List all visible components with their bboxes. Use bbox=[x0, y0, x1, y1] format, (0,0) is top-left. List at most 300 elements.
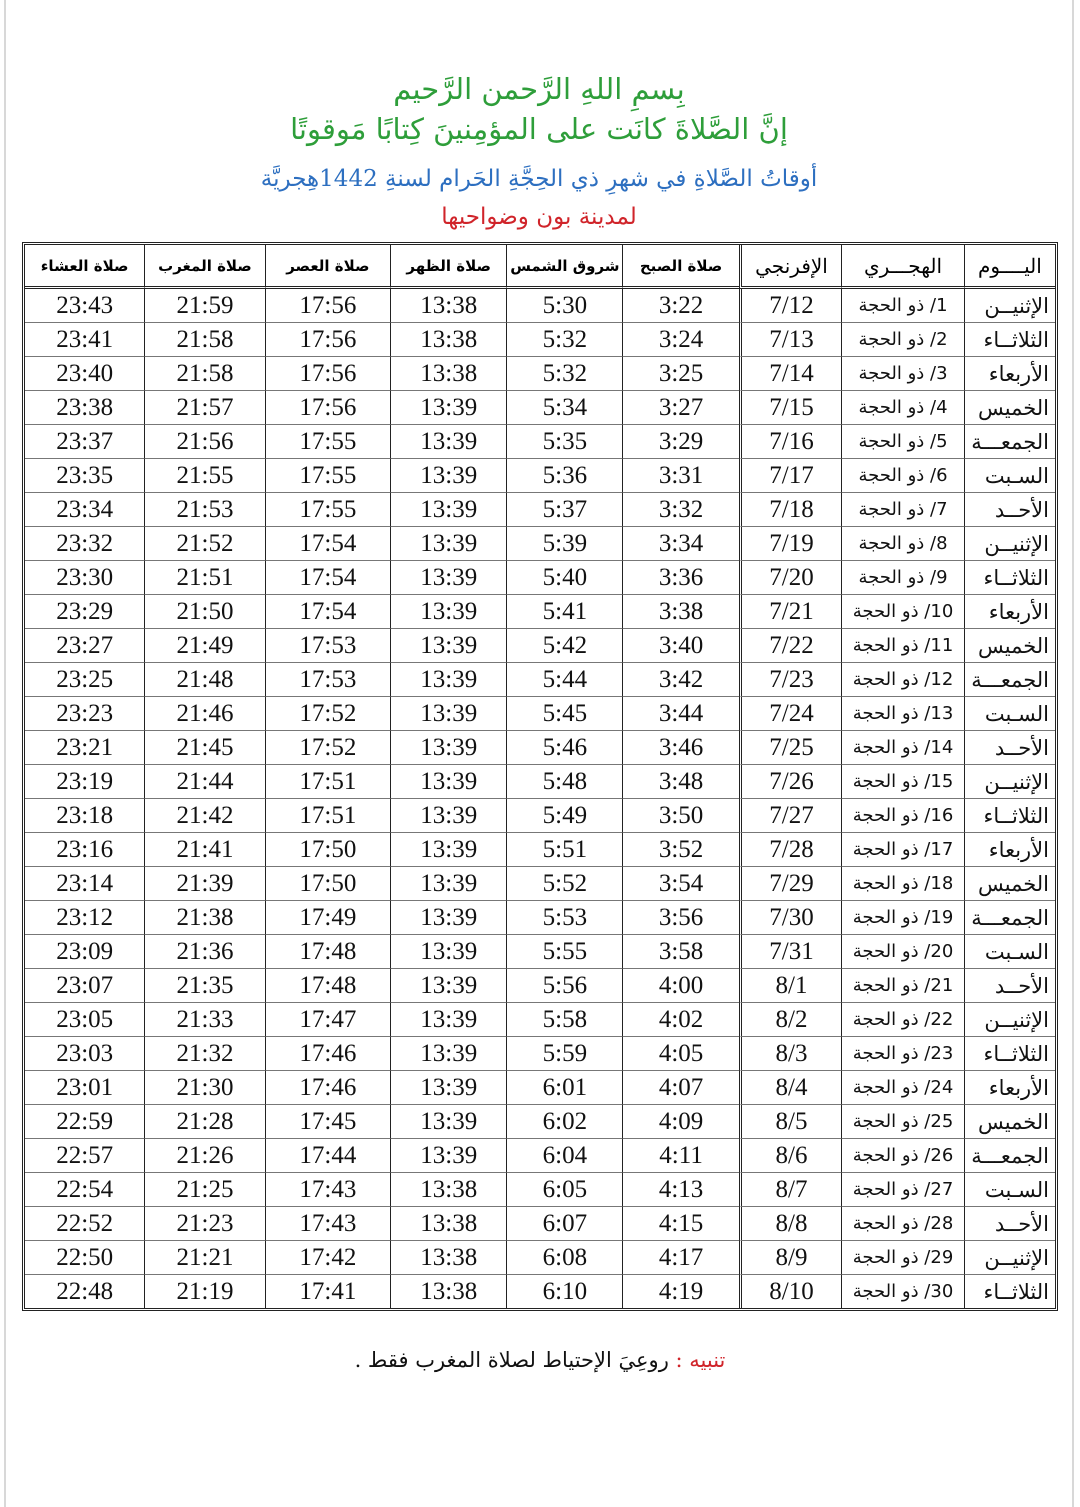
cell-maghrib: 21:26 bbox=[144, 1139, 264, 1173]
cell-gregorian: 7/31 bbox=[739, 935, 842, 969]
cell-isha: 23:37 bbox=[25, 425, 144, 459]
cell-hijri: 27/ ذو الحجة bbox=[841, 1173, 963, 1207]
cell-gregorian: 8/8 bbox=[739, 1207, 842, 1241]
cell-asr: 17:47 bbox=[265, 1003, 391, 1037]
prayer-times-table bbox=[22, 242, 1058, 1311]
cell-fajr: 3:22 bbox=[622, 289, 738, 323]
cell-sunrise: 5:53 bbox=[506, 901, 622, 935]
cell-asr: 17:56 bbox=[265, 391, 391, 425]
cell-sunrise: 5:32 bbox=[506, 323, 622, 357]
cell-dhuhr: 13:39 bbox=[390, 629, 506, 663]
cell-isha: 23:34 bbox=[25, 493, 144, 527]
table-row bbox=[25, 1207, 1055, 1241]
cell-dhuhr: 13:39 bbox=[390, 1105, 506, 1139]
cell-dhuhr: 13:39 bbox=[390, 493, 506, 527]
cell-hijri: 18/ ذو الحجة bbox=[841, 867, 963, 901]
cell-isha: 23:16 bbox=[25, 833, 144, 867]
cell-isha: 23:43 bbox=[25, 289, 144, 323]
cell-dhuhr: 13:38 bbox=[390, 1275, 506, 1308]
cell-gregorian: 7/12 bbox=[739, 289, 842, 323]
cell-gregorian: 7/29 bbox=[739, 867, 842, 901]
cell-maghrib: 21:21 bbox=[144, 1241, 264, 1275]
cell-dhuhr: 13:39 bbox=[390, 391, 506, 425]
cell-sunrise: 5:40 bbox=[506, 561, 622, 595]
cell-fajr: 3:31 bbox=[622, 459, 738, 493]
cell-dhuhr: 13:38 bbox=[390, 1207, 506, 1241]
cell-hijri: 20/ ذو الحجة bbox=[841, 935, 963, 969]
cell-maghrib: 21:52 bbox=[144, 527, 264, 561]
cell-gregorian: 7/21 bbox=[739, 595, 842, 629]
cell-hijri: 12/ ذو الحجة bbox=[841, 663, 963, 697]
cell-maghrib: 21:44 bbox=[144, 765, 264, 799]
cell-dhuhr: 13:38 bbox=[390, 357, 506, 391]
cell-isha: 23:41 bbox=[25, 323, 144, 357]
cell-dhuhr: 13:39 bbox=[390, 595, 506, 629]
cell-day: الإثنيــن bbox=[964, 765, 1055, 799]
header-maghrib: صلاة المغرب bbox=[144, 245, 264, 289]
cell-gregorian: 7/13 bbox=[739, 323, 842, 357]
cell-day: الجمعـــة bbox=[964, 425, 1055, 459]
cell-fajr: 3:32 bbox=[622, 493, 738, 527]
cell-day: الثلاثــاء bbox=[964, 1037, 1055, 1071]
cell-hijri: 14/ ذو الحجة bbox=[841, 731, 963, 765]
cell-isha: 23:12 bbox=[25, 901, 144, 935]
cell-hijri: 6/ ذو الحجة bbox=[841, 459, 963, 493]
cell-gregorian: 7/17 bbox=[739, 459, 842, 493]
cell-gregorian: 7/25 bbox=[739, 731, 842, 765]
cell-gregorian: 7/18 bbox=[739, 493, 842, 527]
verse-heading: إنَّ الصَّلاةَ كانَت على المؤمِنينَ كِتابًا مَوقوتًا bbox=[290, 112, 788, 146]
cell-maghrib: 21:57 bbox=[144, 391, 264, 425]
cell-dhuhr: 13:39 bbox=[390, 1139, 506, 1173]
cell-sunrise: 5:30 bbox=[506, 289, 622, 323]
cell-isha: 22:50 bbox=[25, 1241, 144, 1275]
footnote-label: تنبيه : bbox=[675, 1348, 726, 1372]
cell-fajr: 4:19 bbox=[622, 1275, 738, 1308]
cell-dhuhr: 13:39 bbox=[390, 561, 506, 595]
table-row bbox=[25, 629, 1055, 663]
table-row bbox=[25, 867, 1055, 901]
cell-day: الأحــد bbox=[964, 969, 1055, 1003]
cell-gregorian: 7/28 bbox=[739, 833, 842, 867]
cell-hijri: 3/ ذو الحجة bbox=[841, 357, 963, 391]
cell-day: السـبت bbox=[964, 697, 1055, 731]
header-dhuhr: صلاة الظهر bbox=[390, 245, 506, 289]
page-title: أوقاتُ الصَّلاةِ في شهرِ ذي الحِجَّةِ الحَرام لسنةِ 1442هِجريَّة bbox=[260, 166, 818, 192]
cell-asr: 17:50 bbox=[265, 867, 391, 901]
cell-maghrib: 21:55 bbox=[144, 459, 264, 493]
cell-day: الأربعاء bbox=[964, 357, 1055, 391]
cell-hijri: 10/ ذو الحجة bbox=[841, 595, 963, 629]
cell-asr: 17:48 bbox=[265, 969, 391, 1003]
cell-asr: 17:42 bbox=[265, 1241, 391, 1275]
cell-isha: 22:52 bbox=[25, 1207, 144, 1241]
cell-isha: 22:48 bbox=[56, 1277, 114, 1305]
cell-gregorian: 7/19 bbox=[739, 527, 842, 561]
cell-day: الأحــد bbox=[964, 493, 1055, 527]
table-row bbox=[25, 765, 1055, 799]
table-row bbox=[25, 391, 1055, 425]
cell-asr: 17:56 bbox=[265, 289, 391, 323]
cell-isha: 22:59 bbox=[25, 1105, 144, 1139]
cell-maghrib: 21:50 bbox=[144, 595, 264, 629]
cell-dhuhr: 13:38 bbox=[390, 1173, 506, 1207]
cell-hijri: 9/ ذو الحجة bbox=[841, 561, 963, 595]
cell-maghrib: 21:46 bbox=[144, 697, 264, 731]
cell-hijri: 24/ ذو الحجة bbox=[841, 1071, 963, 1105]
cell-isha: 23:09 bbox=[25, 935, 144, 969]
table-row bbox=[25, 935, 1055, 969]
cell-gregorian: 7/15 bbox=[739, 391, 842, 425]
cell-isha: 23:29 bbox=[25, 595, 144, 629]
cell-gregorian: 8/10 bbox=[739, 1275, 842, 1308]
cell-fajr: 3:42 bbox=[622, 663, 738, 697]
cell-maghrib: 21:33 bbox=[144, 1003, 264, 1037]
table-row bbox=[25, 527, 1055, 561]
header-asr: صلاة العصر bbox=[265, 245, 391, 289]
cell-fajr: 3:38 bbox=[622, 595, 738, 629]
cell-fajr: 4:11 bbox=[622, 1139, 738, 1173]
table-row bbox=[25, 697, 1055, 731]
cell-fajr: 4:17 bbox=[622, 1241, 738, 1275]
cell-asr: 17:53 bbox=[265, 663, 391, 697]
cell-hijri: 11/ ذو الحجة bbox=[841, 629, 963, 663]
cell-fajr: 4:15 bbox=[622, 1207, 738, 1241]
cell-hijri: 8/ ذو الحجة bbox=[841, 527, 963, 561]
header-sunrise: شروق الشمس bbox=[506, 245, 622, 289]
cell-fajr: 3:46 bbox=[622, 731, 738, 765]
cell-gregorian: 8/2 bbox=[739, 1003, 842, 1037]
cell-gregorian: 8/6 bbox=[739, 1139, 842, 1173]
cell-fajr: 3:58 bbox=[622, 935, 738, 969]
cell-asr: 17:55 bbox=[265, 425, 391, 459]
cell-isha: 23:19 bbox=[25, 765, 144, 799]
cell-day: الخميس bbox=[964, 391, 1055, 425]
cell-asr: 17:56 bbox=[265, 323, 391, 357]
cell-day: الجمعـــة bbox=[964, 663, 1055, 697]
cell-isha: 23:32 bbox=[25, 527, 144, 561]
table-row bbox=[25, 901, 1055, 935]
cell-isha: 23:30 bbox=[25, 561, 144, 595]
cell-sunrise: 5:55 bbox=[506, 935, 622, 969]
cell-fajr: 3:52 bbox=[622, 833, 738, 867]
cell-asr: 17:46 bbox=[265, 1037, 391, 1071]
cell-hijri: 28/ ذو الحجة bbox=[841, 1207, 963, 1241]
cell-day: الخميس bbox=[964, 629, 1055, 663]
cell-isha: 23:14 bbox=[25, 867, 144, 901]
cell-asr: 17:56 bbox=[265, 357, 391, 391]
table-row bbox=[25, 1105, 1055, 1139]
cell-dhuhr: 13:39 bbox=[390, 867, 506, 901]
header-day: اليــــوم bbox=[964, 245, 1055, 289]
cell-maghrib: 21:53 bbox=[144, 493, 264, 527]
cell-hijri: 26/ ذو الحجة bbox=[841, 1139, 963, 1173]
table-row bbox=[25, 459, 1055, 493]
cell-day: الثلاثــاء bbox=[964, 323, 1055, 357]
table-row bbox=[25, 833, 1055, 867]
cell-maghrib: 21:32 bbox=[144, 1037, 264, 1071]
cell-fajr: 3:34 bbox=[622, 527, 738, 561]
cell-day: الأحــد bbox=[964, 731, 1055, 765]
cell-day: الأربعاء bbox=[964, 1071, 1055, 1105]
cell-sunrise: 5:58 bbox=[506, 1003, 622, 1037]
table-header-row bbox=[25, 245, 1055, 289]
cell-gregorian: 8/9 bbox=[739, 1241, 842, 1275]
cell-asr: 17:52 bbox=[265, 731, 391, 765]
cell-fajr: 4:13 bbox=[622, 1173, 738, 1207]
cell-day: الخميس bbox=[964, 1105, 1055, 1139]
cell-isha: 23:38 bbox=[25, 391, 144, 425]
cell-isha: 23:40 bbox=[25, 357, 144, 391]
table-row bbox=[25, 731, 1055, 765]
cell-isha: 23:35 bbox=[25, 459, 144, 493]
cell-asr: 17:53 bbox=[265, 629, 391, 663]
cell-dhuhr: 13:39 bbox=[390, 425, 506, 459]
cell-dhuhr: 13:39 bbox=[390, 833, 506, 867]
cell-hijri: 15/ ذو الحجة bbox=[841, 765, 963, 799]
cell-isha: 23:27 bbox=[25, 629, 144, 663]
cell-day: الثلاثــاء bbox=[964, 799, 1055, 833]
cell-sunrise: 5:59 bbox=[506, 1037, 622, 1071]
cell-asr: 17:52 bbox=[265, 697, 391, 731]
cell-day: الإثنيــن bbox=[964, 527, 1055, 561]
cell-maghrib: 21:48 bbox=[144, 663, 264, 697]
cell-maghrib: 21:23 bbox=[144, 1207, 264, 1241]
cell-sunrise: 5:49 bbox=[506, 799, 622, 833]
cell-fajr: 3:27 bbox=[622, 391, 738, 425]
cell-hijri: 1/ ذو الحجة bbox=[841, 289, 963, 323]
cell-gregorian: 7/22 bbox=[739, 629, 842, 663]
cell-day: الخميس bbox=[964, 867, 1055, 901]
cell-isha: 22:57 bbox=[25, 1139, 144, 1173]
cell-isha: 23:07 bbox=[25, 969, 144, 1003]
cell-maghrib: 21:35 bbox=[144, 969, 264, 1003]
cell-sunrise: 5:41 bbox=[506, 595, 622, 629]
footnote bbox=[0, 1348, 1080, 1372]
cell-dhuhr: 13:39 bbox=[390, 799, 506, 833]
cell-fajr: 3:56 bbox=[622, 901, 738, 935]
cell-maghrib: 21:28 bbox=[144, 1105, 264, 1139]
cell-fajr: 4:00 bbox=[622, 969, 738, 1003]
cell-gregorian: 8/5 bbox=[739, 1105, 842, 1139]
cell-hijri: 5/ ذو الحجة bbox=[841, 425, 963, 459]
cell-asr: 17:55 bbox=[265, 493, 391, 527]
cell-day: الجمعـــة bbox=[964, 901, 1055, 935]
table-row bbox=[25, 1071, 1055, 1105]
cell-fajr: 3:48 bbox=[622, 765, 738, 799]
cell-maghrib: 21:19 bbox=[144, 1275, 264, 1308]
cell-gregorian: 7/16 bbox=[739, 425, 842, 459]
cell-sunrise: 5:42 bbox=[506, 629, 622, 663]
cell-asr: 17:43 bbox=[265, 1207, 391, 1241]
cell-day: الأربعاء bbox=[964, 833, 1055, 867]
cell-fajr: 4:02 bbox=[622, 1003, 738, 1037]
cell-isha: 23:21 bbox=[25, 731, 144, 765]
cell-maghrib: 21:36 bbox=[144, 935, 264, 969]
cell-gregorian: 7/30 bbox=[739, 901, 842, 935]
cell-day: الأحــد bbox=[964, 1207, 1055, 1241]
cell-hijri: 16/ ذو الحجة bbox=[841, 799, 963, 833]
cell-isha: 23:25 bbox=[25, 663, 144, 697]
cell-dhuhr: 13:38 bbox=[390, 323, 506, 357]
cell-hijri: 2/ ذو الحجة bbox=[841, 323, 963, 357]
cell-dhuhr: 13:39 bbox=[390, 1037, 506, 1071]
cell-isha: 23:01 bbox=[25, 1071, 144, 1105]
bismillah-heading: بِسمِ اللهِ الرَّحمن الرَّحيم bbox=[393, 72, 685, 106]
cell-day: الإثنيــن bbox=[964, 1003, 1055, 1037]
cell-fajr: 3:50 bbox=[622, 799, 738, 833]
table-row bbox=[25, 969, 1055, 1003]
cell-asr: 17:50 bbox=[265, 833, 391, 867]
cell-dhuhr: 13:39 bbox=[390, 901, 506, 935]
cell-maghrib: 21:30 bbox=[144, 1071, 264, 1105]
cell-maghrib: 21:51 bbox=[144, 561, 264, 595]
table-row bbox=[25, 663, 1055, 697]
cell-sunrise: 5:52 bbox=[506, 867, 622, 901]
cell-asr: 17:54 bbox=[265, 527, 391, 561]
cell-sunrise: 5:36 bbox=[506, 459, 622, 493]
table-row bbox=[25, 1003, 1055, 1037]
cell-dhuhr: 13:39 bbox=[390, 731, 506, 765]
cell-gregorian: 8/3 bbox=[739, 1037, 842, 1071]
cell-fajr: 3:44 bbox=[622, 697, 738, 731]
cell-sunrise: 6:02 bbox=[506, 1105, 622, 1139]
cell-day: الإثنيــن bbox=[964, 1241, 1055, 1275]
cell-fajr: 3:29 bbox=[622, 425, 738, 459]
table-row bbox=[25, 1241, 1055, 1275]
cell-sunrise: 6:04 bbox=[506, 1139, 622, 1173]
table-row bbox=[25, 323, 1055, 357]
cell-asr: 17:46 bbox=[265, 1071, 391, 1105]
table-row bbox=[25, 425, 1055, 459]
cell-day: السـبت bbox=[964, 459, 1055, 493]
cell-sunrise: 5:39 bbox=[506, 527, 622, 561]
cell-sunrise: 5:45 bbox=[506, 697, 622, 731]
cell-hijri: 19/ ذو الحجة bbox=[841, 901, 963, 935]
cell-asr: 17:51 bbox=[265, 765, 391, 799]
header-fajr: صلاة الصبح bbox=[622, 245, 738, 289]
cell-hijri: 30/ ذو الحجة bbox=[841, 1275, 963, 1308]
cell-hijri: 17/ ذو الحجة bbox=[841, 833, 963, 867]
cell-gregorian: 7/23 bbox=[739, 663, 842, 697]
cell-day: السـبت bbox=[964, 935, 1055, 969]
cell-sunrise: 5:46 bbox=[506, 731, 622, 765]
cell-hijri: 22/ ذو الحجة bbox=[841, 1003, 963, 1037]
cell-hijri: 4/ ذو الحجة bbox=[841, 391, 963, 425]
cell-hijri: 23/ ذو الحجة bbox=[841, 1037, 963, 1071]
cell-maghrib: 21:45 bbox=[144, 731, 264, 765]
cell-fajr: 4:07 bbox=[622, 1071, 738, 1105]
cell-maghrib: 21:42 bbox=[144, 799, 264, 833]
cell-maghrib: 21:58 bbox=[144, 323, 264, 357]
cell-asr: 17:41 bbox=[265, 1275, 391, 1308]
cell-fajr: 3:25 bbox=[622, 357, 738, 391]
cell-day: الأربعاء bbox=[964, 595, 1055, 629]
cell-asr: 17:48 bbox=[265, 935, 391, 969]
cell-sunrise: 6:10 bbox=[506, 1275, 622, 1308]
header-isha: صلاة العشاء bbox=[25, 245, 144, 289]
table-row bbox=[25, 1037, 1055, 1071]
cell-dhuhr: 13:39 bbox=[390, 527, 506, 561]
cell-gregorian: 7/24 bbox=[739, 697, 842, 731]
cell-dhuhr: 13:39 bbox=[390, 697, 506, 731]
table-row bbox=[25, 357, 1055, 391]
cell-isha: 22:54 bbox=[25, 1173, 144, 1207]
cell-maghrib: 21:41 bbox=[144, 833, 264, 867]
cell-sunrise: 6:08 bbox=[506, 1241, 622, 1275]
table-row bbox=[25, 799, 1055, 833]
cell-isha: 23:18 bbox=[25, 799, 144, 833]
cell-sunrise: 5:34 bbox=[506, 391, 622, 425]
cell-maghrib: 21:56 bbox=[144, 425, 264, 459]
cell-gregorian: 7/26 bbox=[739, 765, 842, 799]
cell-maghrib: 21:59 bbox=[144, 289, 264, 323]
table-row bbox=[25, 1173, 1055, 1207]
cell-fajr: 3:24 bbox=[622, 323, 738, 357]
cell-sunrise: 5:48 bbox=[506, 765, 622, 799]
cell-dhuhr: 13:38 bbox=[390, 1241, 506, 1275]
cell-day: الثلاثــاء bbox=[964, 561, 1055, 595]
cell-day: الإثنيــن bbox=[964, 289, 1055, 323]
cell-hijri: 7/ ذو الحجة bbox=[841, 493, 963, 527]
cell-fajr: 4:09 bbox=[622, 1105, 738, 1139]
cell-gregorian: 7/27 bbox=[739, 799, 842, 833]
cell-hijri: 25/ ذو الحجة bbox=[841, 1105, 963, 1139]
cell-maghrib: 21:49 bbox=[144, 629, 264, 663]
cell-sunrise: 5:37 bbox=[506, 493, 622, 527]
cell-fajr: 3:36 bbox=[622, 561, 738, 595]
header-gregorian: الإفرنجي bbox=[739, 245, 842, 289]
cell-maghrib: 21:39 bbox=[144, 867, 264, 901]
cell-isha: 23:23 bbox=[25, 697, 144, 731]
table-row bbox=[25, 1275, 1055, 1308]
cell-asr: 17:54 bbox=[265, 561, 391, 595]
cell-sunrise: 6:05 bbox=[506, 1173, 622, 1207]
cell-maghrib: 21:58 bbox=[144, 357, 264, 391]
cell-sunrise: 6:01 bbox=[506, 1071, 622, 1105]
cell-asr: 17:51 bbox=[265, 799, 391, 833]
cell-dhuhr: 13:39 bbox=[390, 765, 506, 799]
cell-isha: 23:03 bbox=[25, 1037, 144, 1071]
footnote-text: روعِيَ الإحتياط لصلاة المغرب فقط . bbox=[354, 1348, 669, 1372]
cell-asr: 17:54 bbox=[265, 595, 391, 629]
cell-asr: 17:43 bbox=[265, 1173, 391, 1207]
cell-sunrise: 5:44 bbox=[506, 663, 622, 697]
cell-gregorian: 8/4 bbox=[739, 1071, 842, 1105]
cell-hijri: 29/ ذو الحجة bbox=[841, 1241, 963, 1275]
cell-fajr: 3:40 bbox=[622, 629, 738, 663]
cell-dhuhr: 13:39 bbox=[390, 459, 506, 493]
table-row bbox=[25, 561, 1055, 595]
cell-hijri: 21/ ذو الحجة bbox=[841, 969, 963, 1003]
cell-gregorian: 7/14 bbox=[739, 357, 842, 391]
cell-sunrise: 5:51 bbox=[506, 833, 622, 867]
cell-dhuhr: 13:39 bbox=[390, 663, 506, 697]
table-row bbox=[25, 493, 1055, 527]
cell-gregorian: 7/20 bbox=[739, 561, 842, 595]
cell-dhuhr: 13:39 bbox=[390, 1003, 506, 1037]
cell-hijri: 13/ ذو الحجة bbox=[841, 697, 963, 731]
table-row bbox=[25, 1139, 1055, 1173]
cell-asr: 17:55 bbox=[265, 459, 391, 493]
table-row bbox=[25, 289, 1055, 323]
cell-sunrise: 6:07 bbox=[506, 1207, 622, 1241]
cell-fajr: 3:54 bbox=[622, 867, 738, 901]
cell-day: السـبت bbox=[964, 1173, 1055, 1207]
cell-sunrise: 5:32 bbox=[506, 357, 622, 391]
cell-dhuhr: 13:39 bbox=[390, 1071, 506, 1105]
cell-fajr: 4:05 bbox=[622, 1037, 738, 1071]
